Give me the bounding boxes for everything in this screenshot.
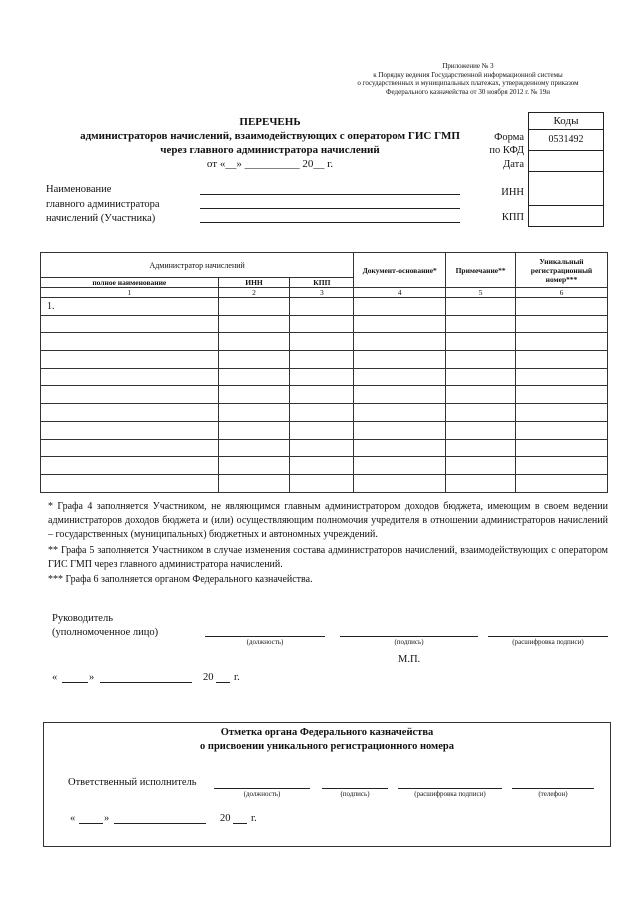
table-cell[interactable] (218, 421, 290, 439)
table-cell[interactable] (218, 315, 290, 333)
date-year-suffix: г. (251, 813, 257, 824)
table-cell[interactable] (290, 404, 354, 422)
col-note-header: Примечание** (446, 253, 516, 288)
table-cell[interactable]: 1. (41, 298, 219, 316)
table-cell[interactable] (354, 386, 446, 404)
table-row (41, 368, 608, 386)
table-cell[interactable] (354, 333, 446, 351)
table-cell[interactable] (516, 315, 608, 333)
document-subtitle: через главного администратора начислений (160, 144, 380, 156)
table-cell[interactable] (41, 439, 219, 457)
table-row (41, 298, 608, 316)
table-cell[interactable] (218, 474, 290, 492)
footnote: ** Графа 5 заполняется Участником в случае изменения состава администраторов начислений, взаимодействующих с оператором ГИС ГМП через главного администратора начислений. (48, 545, 608, 570)
col-name-header: полное наименование (41, 278, 219, 288)
table-cell[interactable] (354, 351, 446, 369)
executor-phone-field[interactable] (512, 788, 594, 789)
table-cell[interactable] (218, 368, 290, 386)
okud-label: по КФД (489, 145, 524, 156)
executor-sign-caption: (подпись) (340, 790, 370, 798)
executor-decode-caption: (расшифровка подписи) (414, 790, 486, 798)
table-row (41, 386, 608, 404)
table-cell[interactable] (41, 457, 219, 475)
treasury-title: Отметка органа Федерального казначейства (220, 727, 434, 738)
appendix-line: к Порядку ведения Государственной информационной системы (373, 70, 563, 79)
stamp-label: М.П. (398, 654, 421, 665)
executor-position-caption: (должность) (243, 790, 281, 798)
table-cell[interactable] (516, 386, 608, 404)
table-cell[interactable] (516, 421, 608, 439)
col-doc-header: Документ-основание* (354, 253, 446, 288)
table-cell[interactable] (516, 298, 608, 316)
col-number: 3 (290, 288, 354, 298)
date-day-field[interactable] (62, 682, 88, 683)
table-cell[interactable] (446, 315, 516, 333)
col-number: 4 (354, 288, 446, 298)
table-cell[interactable] (41, 315, 219, 333)
table-cell[interactable] (41, 474, 219, 492)
date-year-suffix: г. (234, 672, 240, 683)
table-cell[interactable] (516, 333, 608, 351)
participant-name-field[interactable] (200, 208, 460, 209)
table-cell[interactable] (41, 351, 219, 369)
table-row (41, 421, 608, 439)
table-cell[interactable] (290, 315, 354, 333)
signature-position-field[interactable] (205, 636, 325, 637)
table-cell[interactable] (354, 404, 446, 422)
table-cell[interactable] (41, 368, 219, 386)
administrators-table (40, 252, 608, 493)
date-close-quote: » (89, 672, 95, 683)
date-month-field[interactable] (100, 682, 192, 683)
table-cell[interactable] (354, 421, 446, 439)
col-number: 1 (41, 288, 219, 298)
table-cell[interactable] (41, 333, 219, 351)
table-cell[interactable] (446, 368, 516, 386)
participant-label: главного администратора (46, 199, 160, 210)
table-cell[interactable] (354, 457, 446, 475)
table-row (41, 457, 608, 475)
participant-label: Наименование (46, 184, 112, 195)
table-cell[interactable] (41, 421, 219, 439)
table-cell[interactable] (516, 368, 608, 386)
table-row (41, 315, 608, 333)
table-cell[interactable] (290, 351, 354, 369)
date-open-quote: « (52, 672, 58, 683)
table-cell[interactable] (218, 439, 290, 457)
date-year-prefix: 20 (220, 813, 231, 824)
table-cell[interactable] (516, 439, 608, 457)
document-date-line: от «__» __________ 20__ г. (206, 158, 334, 170)
signature-sign-field[interactable] (340, 636, 478, 637)
executor-label: Ответственный исполнитель (68, 777, 197, 788)
signature-decode-caption: (расшифровка подписи) (512, 638, 584, 646)
table-cell[interactable] (446, 386, 516, 404)
date-year-field[interactable] (216, 682, 230, 683)
table-cell[interactable] (290, 386, 354, 404)
table-cell[interactable] (218, 404, 290, 422)
signature-decode-field[interactable] (488, 636, 608, 637)
col-group-header (41, 253, 354, 278)
table-cell[interactable] (290, 368, 354, 386)
col-group-header-text: Администратор начислений (149, 260, 245, 270)
table-row (41, 439, 608, 457)
codes-header: Коды (529, 113, 603, 130)
treasury-date-month-field[interactable] (114, 823, 206, 824)
table-cell[interactable] (446, 474, 516, 492)
table-cell[interactable] (290, 298, 354, 316)
inn-code-label: ИНН (501, 187, 524, 198)
table-row (41, 474, 608, 492)
kpp-code-label: КПП (501, 212, 524, 223)
table-row (41, 333, 608, 351)
signature-head: Руководитель (52, 613, 113, 624)
date-code-label: Дата (503, 159, 524, 170)
table-cell[interactable] (354, 474, 446, 492)
table-cell[interactable] (446, 333, 516, 351)
executor-position-field[interactable] (214, 788, 310, 789)
executor-decode-field[interactable] (398, 788, 502, 789)
col-unique-header: Уникальный регистрационный номер*** (516, 253, 608, 288)
participant-name-field[interactable] (200, 222, 460, 223)
table-cell[interactable] (354, 439, 446, 457)
table-cell[interactable] (218, 386, 290, 404)
table-cell[interactable] (218, 333, 290, 351)
okud-code-cell[interactable]: 0531492 (529, 130, 603, 151)
codes-box (528, 112, 604, 227)
table-cell[interactable] (446, 439, 516, 457)
col-number: 5 (446, 288, 516, 298)
date-close-quote: » (104, 813, 110, 824)
col-kpp-header: КПП (290, 278, 354, 288)
treasury-date-day-field[interactable] (79, 823, 103, 824)
table-cell[interactable] (290, 439, 354, 457)
table-cell[interactable] (290, 474, 354, 492)
participant-name-field[interactable] (200, 194, 460, 195)
table-cell[interactable] (354, 315, 446, 333)
footnote: * Графа 4 заполняется Участником, не являющимся главным администратором доходов бюджета, имеющим в своем ведении администраторов доходов бюджета и (или) осуществляющим полномочия учредителя в отношении администраторов начислений – государственных (муниципальных) бюджетных и автономных учреждений. (48, 501, 608, 540)
appendix-line: о государственных и муниципальных платежах, утвержденному приказом (357, 79, 579, 88)
signature-position-caption: (должность) (246, 638, 284, 646)
table-cell[interactable] (41, 404, 219, 422)
table-row (41, 404, 608, 422)
participant-label: начислений (Участника) (46, 213, 156, 224)
table-cell[interactable] (516, 474, 608, 492)
table-cell[interactable] (218, 298, 290, 316)
table-cell[interactable] (446, 404, 516, 422)
document-title: ПЕРЕЧЕНЬ (239, 116, 301, 128)
signature-sign-caption: (подпись) (394, 638, 424, 646)
appendix-line: Федерального казначейства от 30 ноября 2012 г. № 19н (386, 87, 550, 96)
kpp-code-cell[interactable] (529, 206, 603, 226)
treasury-date-year-field[interactable] (233, 823, 247, 824)
table-cell[interactable] (41, 386, 219, 404)
table-cell[interactable] (290, 457, 354, 475)
table-cell[interactable] (354, 368, 446, 386)
document-subtitle: администраторов начислений, взаимодействующих с оператором ГИС ГМП (80, 130, 460, 142)
table-cell[interactable] (516, 457, 608, 475)
table-row (41, 351, 608, 369)
appendix-note (343, 62, 593, 96)
table-cell[interactable] (446, 457, 516, 475)
executor-phone-caption: (телефон) (538, 790, 568, 798)
table-cell[interactable] (446, 298, 516, 316)
table-cell[interactable] (516, 404, 608, 422)
date-year-prefix: 20 (203, 672, 214, 683)
date-open-quote: « (70, 813, 76, 824)
forma-label: Форма (494, 132, 524, 143)
col-number: 6 (516, 288, 608, 298)
table-cell[interactable] (354, 298, 446, 316)
footnote: *** Графа 6 заполняется органом Федерального казначейства. (48, 574, 313, 585)
col-number: 2 (218, 288, 290, 298)
table-cell[interactable] (290, 333, 354, 351)
table-cell[interactable] (446, 421, 516, 439)
table-cell[interactable] (218, 457, 290, 475)
table-cell[interactable] (516, 351, 608, 369)
table-cell[interactable] (218, 351, 290, 369)
inn-code-cell[interactable] (529, 172, 603, 206)
col-inn-header: ИНН (218, 278, 290, 288)
appendix-line: Приложение № 3 (442, 62, 494, 70)
executor-sign-field[interactable] (322, 788, 388, 789)
treasury-title: о присвоении уникального регистрационного номера (200, 741, 454, 752)
table-cell[interactable] (290, 421, 354, 439)
table-cell[interactable] (446, 351, 516, 369)
date-code-cell[interactable] (529, 151, 603, 172)
signature-head: (уполномоченное лицо) (52, 627, 159, 638)
